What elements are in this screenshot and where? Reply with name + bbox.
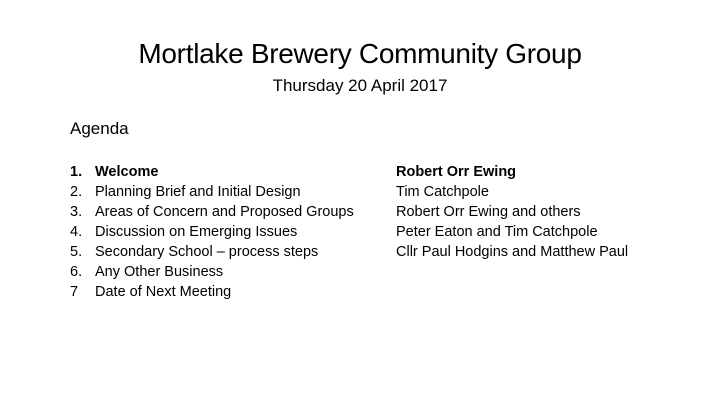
agenda-item (70, 182, 670, 202)
agenda-item-owner: Robert Orr Ewing and others (396, 204, 581, 220)
agenda-item-text: Areas of Concern and Proposed Groups (95, 204, 354, 220)
agenda-item-text: Welcome (95, 164, 159, 180)
agenda-item-number: 3. (70, 204, 83, 220)
agenda-heading: Agenda (70, 119, 129, 138)
agenda-item-owner: Tim Catchpole (396, 184, 489, 200)
slide-subtitle: Thursday 20 April 2017 (272, 76, 448, 95)
agenda-item-number: 5. (70, 244, 83, 260)
agenda-item (70, 282, 670, 302)
agenda-item (70, 242, 670, 262)
agenda-item-text: Date of Next Meeting (95, 284, 232, 300)
agenda-item-text: Secondary School – process steps (95, 244, 319, 260)
agenda-item-number: 1. (70, 164, 83, 180)
agenda-item (70, 262, 670, 282)
agenda-item-number: 7 (70, 284, 79, 300)
agenda-item-text: Planning Brief and Initial Design (95, 184, 301, 200)
agenda-item-number: 4. (70, 224, 83, 240)
agenda-item-owner: Cllr Paul Hodgins and Matthew Paul (396, 244, 629, 260)
agenda-item-number: 2. (70, 184, 83, 200)
agenda-item (70, 162, 670, 182)
agenda-item-text: Discussion on Emerging Issues (95, 224, 298, 240)
slide-title: Mortlake Brewery Community Group (138, 38, 582, 69)
agenda-item-text: Any Other Business (95, 264, 224, 280)
agenda-list (70, 162, 670, 302)
agenda-item-number: 6. (70, 264, 83, 280)
agenda-item-owner: Robert Orr Ewing (396, 164, 517, 180)
agenda-item-owner: Peter Eaton and Tim Catchpole (396, 224, 598, 240)
agenda-item (70, 202, 670, 222)
agenda-item (70, 222, 670, 242)
